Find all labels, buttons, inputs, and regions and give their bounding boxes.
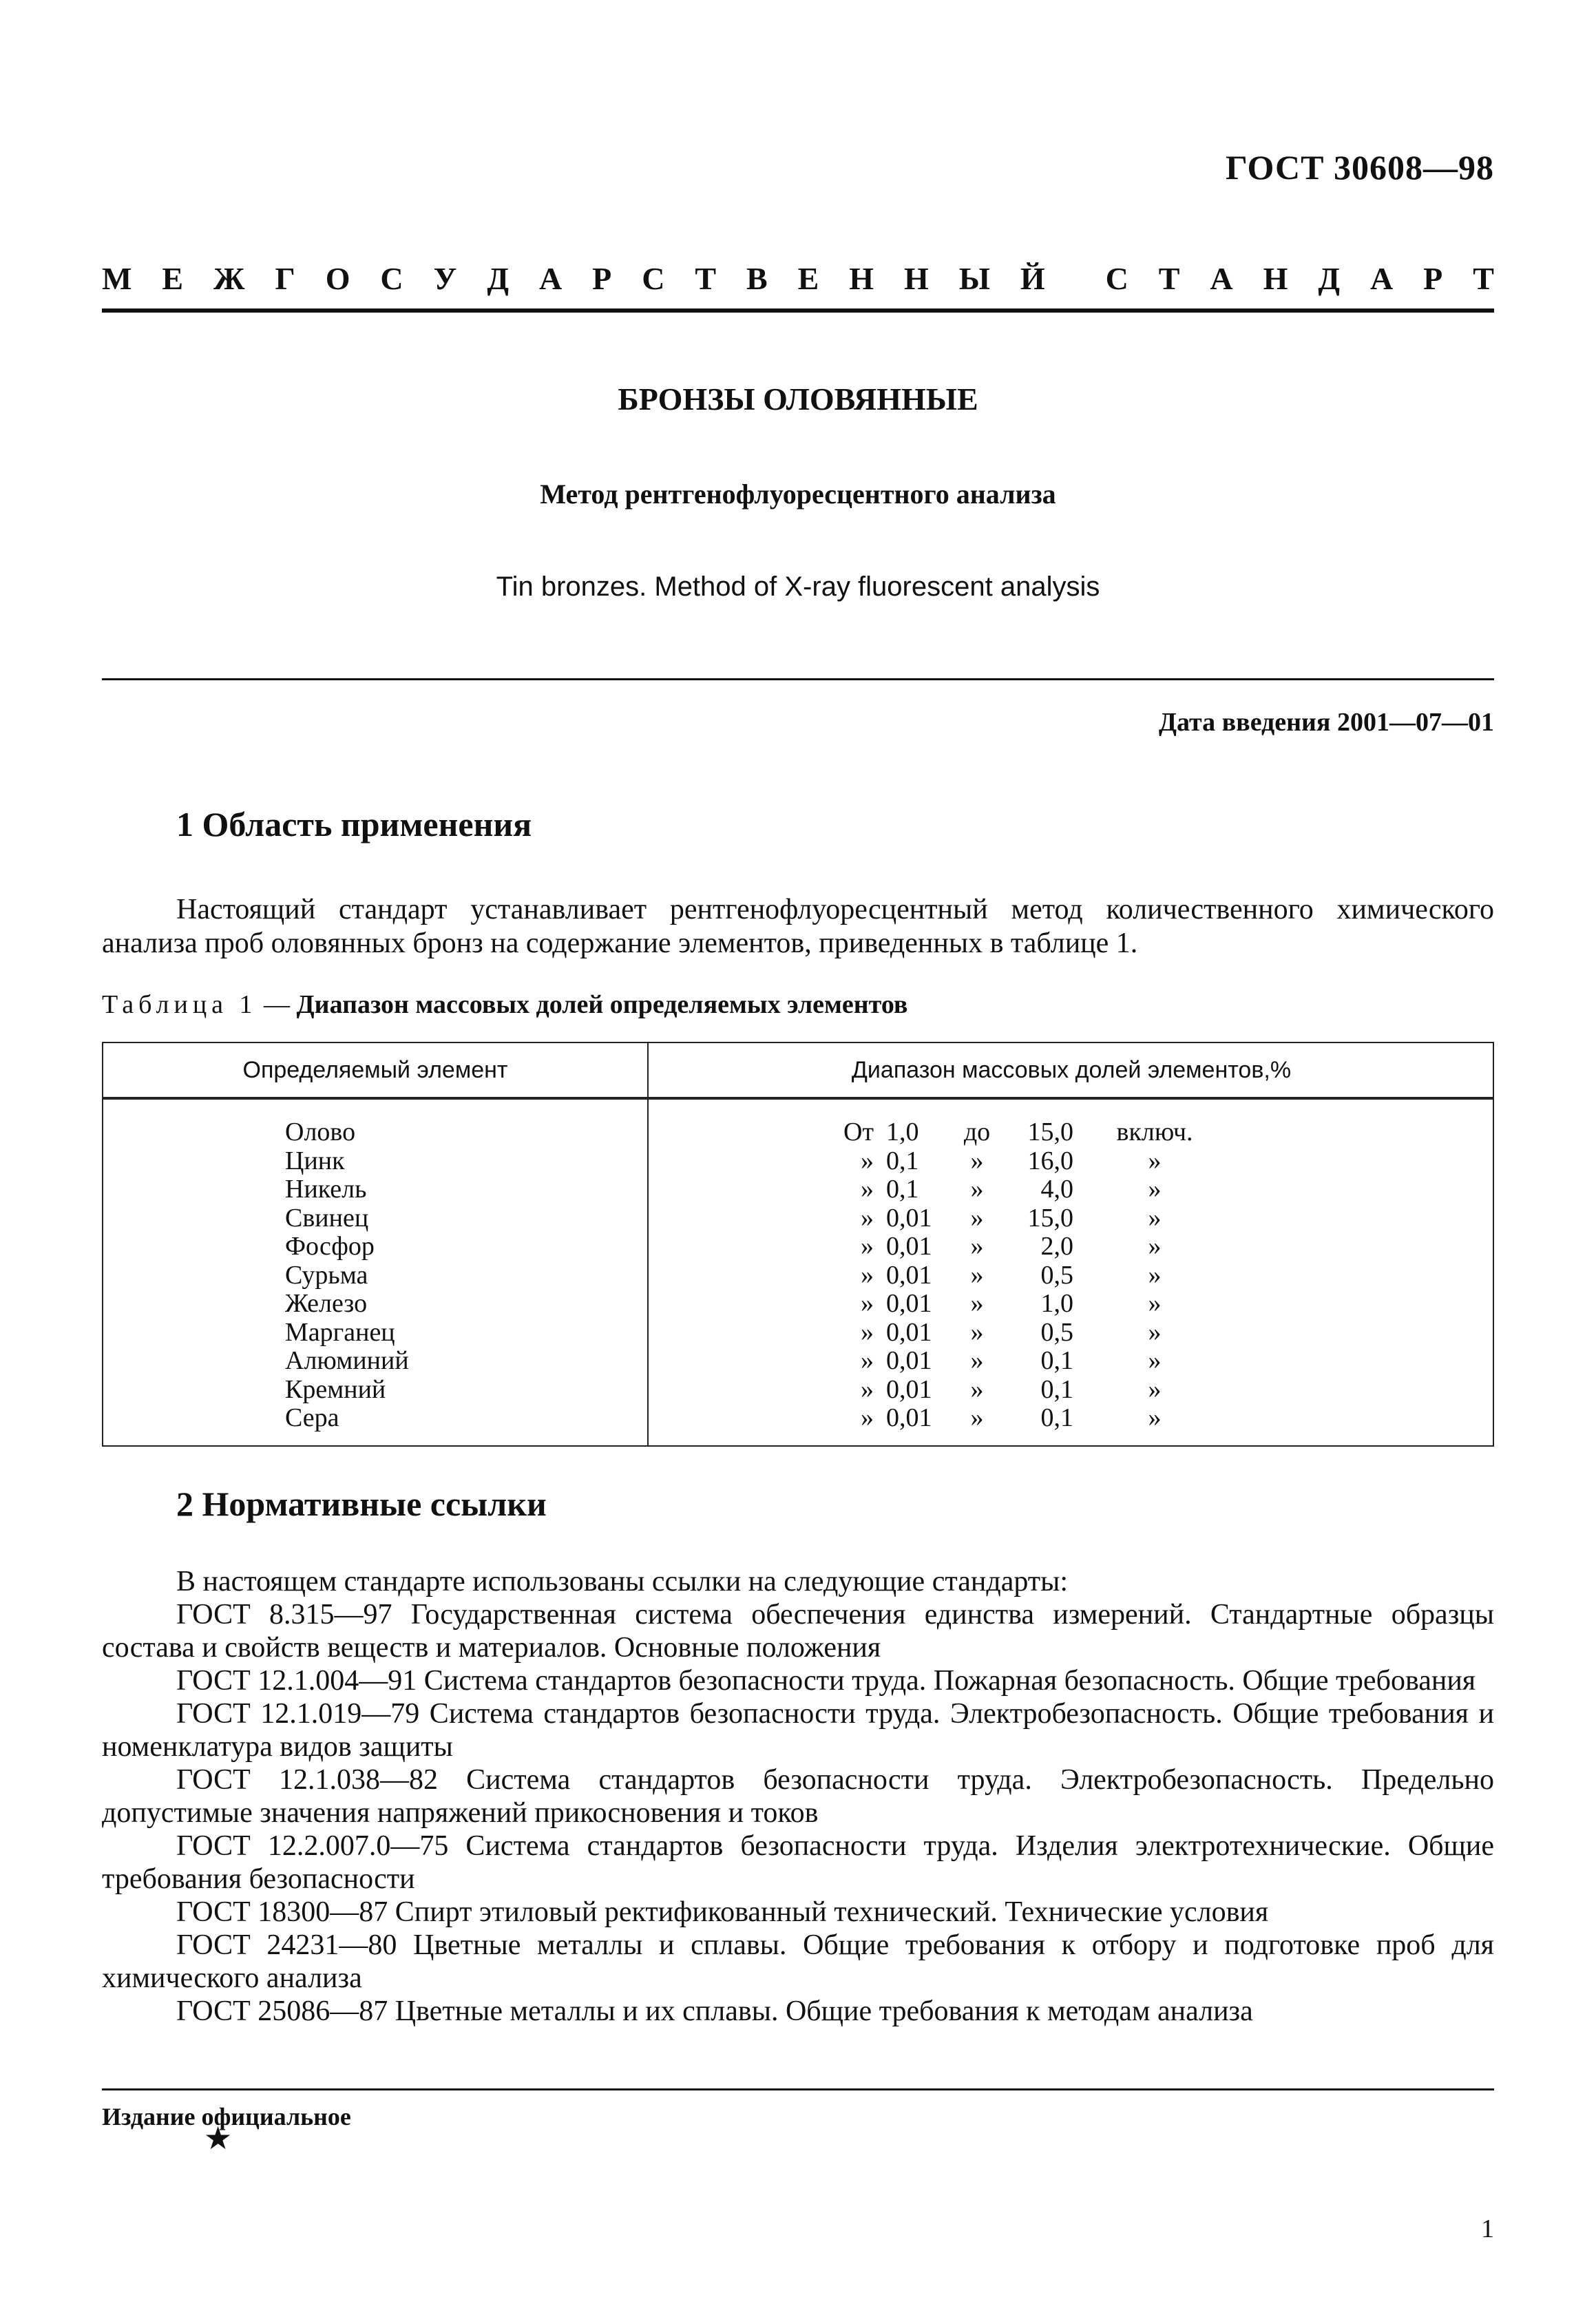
reference-item: ГОСТ 12.1.038—82 Система стандартов безопасности труда. Электробезопасность. Предельно допустимые значения напряжений прикосновения и токов (102, 1764, 1494, 1829)
table-cell-max: 1,0 (1040, 1289, 1073, 1318)
table-cell-incl: » (1148, 1317, 1162, 1347)
standard-type-letter: Н (849, 261, 874, 296)
table-caption-dash: — (257, 990, 297, 1019)
table-cell-to: » (970, 1232, 984, 1261)
standard-type-letter: Е (162, 261, 184, 296)
star-icon: ★ (204, 2121, 233, 2156)
table-cell-min: 0,01 (886, 1317, 932, 1347)
table-cell-max: 0,1 (1040, 1346, 1073, 1375)
standard-type-letter: С (1105, 261, 1128, 296)
table-cell-min: 0,01 (886, 1289, 932, 1318)
standard-type-heading (102, 260, 1494, 297)
reference-item: ГОСТ 25086—87 Цветные металлы и их сплавы. Общие требования к методам анализа (176, 1995, 1253, 2027)
standard-type-letter: Н (1263, 261, 1288, 296)
table-cell-incl: » (1148, 1260, 1162, 1290)
element-column (285, 1118, 409, 1433)
table-header-range: Диапазон массовых долей элементов,% (851, 1057, 1292, 1083)
table-cell-incl: » (1148, 1175, 1162, 1204)
table-cell-from: » (861, 1146, 874, 1175)
table-cell-to: » (970, 1403, 984, 1432)
document-title: БРОНЗЫ ОЛОВЯННЫЕ (618, 381, 978, 417)
references-intro: В настоящем стандарте использованы ссылки на следующие стандарты: (176, 1566, 1069, 1597)
reference-item: ГОСТ 18300—87 Спирт этиловый ректификованный технический. Технические условия (176, 1896, 1269, 1928)
standard-type-letter: Ы (958, 261, 990, 296)
table-cell-min: 0,01 (886, 1374, 932, 1404)
table-cell-max: 15,0 (1027, 1118, 1073, 1146)
table-cell-element: Свинец (285, 1203, 369, 1233)
edition-label: Издание официальное (102, 2103, 351, 2130)
table-cell-element: Олово (285, 1118, 356, 1146)
table-cell-to: » (970, 1203, 984, 1233)
table-cell-min: 0,01 (886, 1260, 932, 1290)
table-cell-incl: » (1148, 1203, 1162, 1233)
standard-type-letter: Н (904, 261, 929, 296)
table-cell-element: Железо (285, 1289, 368, 1318)
table-cell-element: Цинк (285, 1146, 345, 1175)
table-cell-to: » (970, 1260, 984, 1290)
standard-type-letter: Р (592, 261, 612, 296)
table-cell-element: Никель (285, 1175, 367, 1204)
table-cell-incl: » (1148, 1403, 1162, 1432)
standard-type-letter: С (380, 261, 403, 296)
document-title-english: Tin bronzes. Method of X-ray fluorescent analysis (496, 572, 1100, 602)
table-cell-from: » (861, 1403, 874, 1432)
standard-type-letter: О (325, 261, 350, 296)
standard-type-letter: С (642, 261, 665, 296)
table-cell-element: Сера (285, 1403, 339, 1432)
document-page (102, 0, 1494, 2306)
reference-item: ГОСТ 12.1.004—91 Система стандартов безопасности труда. Пожарная безопасность. Общие требования (176, 1665, 1476, 1697)
table-cell-from: » (861, 1317, 874, 1347)
reference-item: ГОСТ 12.2.007.0—75 Система стандартов безопасности труда. Изделия электротехнические. Общие требования безопасности (102, 1830, 1494, 1895)
reference-item: ГОСТ 8.315—97 Государственная система обеспечения единства измерений. Стандартные образцы состава и свойств веществ и материалов. Основные положения (102, 1599, 1494, 1664)
table-cell-to: » (970, 1289, 984, 1318)
table-cell-min: 0,1 (886, 1175, 919, 1204)
table-cell-max: 2,0 (1040, 1232, 1073, 1261)
standard-type-letter: Т (695, 261, 717, 296)
table-cell-element: Марганец (285, 1317, 395, 1347)
table-cell-min: 0,01 (886, 1232, 932, 1261)
standard-type-letter: Ж (213, 261, 245, 296)
table-cell-to: » (970, 1374, 984, 1404)
table-cell-to: » (970, 1175, 984, 1204)
table-cell-max: 15,0 (1027, 1203, 1073, 1233)
standard-type-letter: Й (1020, 261, 1045, 296)
table-cell-incl: » (1148, 1232, 1162, 1261)
table-cell-incl: » (1148, 1346, 1162, 1375)
table-cell-from: » (861, 1175, 874, 1204)
table-cell-max: 0,5 (1040, 1260, 1073, 1290)
table-cell-min: 0,01 (886, 1346, 932, 1375)
table-cell-max: 0,5 (1040, 1317, 1073, 1347)
table-cell-min: 0,1 (886, 1146, 919, 1175)
section-heading-references: 2 Нормативные ссылки (176, 1485, 547, 1523)
table-caption-label: Таблица 1 (102, 990, 258, 1019)
standard-type-letter: Р (1423, 261, 1443, 296)
standard-type-letter: Д (487, 261, 509, 296)
reference-item: ГОСТ 12.1.019—79 Система стандартов безопасности труда. Электробезопасность. Общие требования и номенклатура видов защиты (102, 1698, 1494, 1763)
table-cell-incl: » (1148, 1146, 1162, 1175)
table-cell-from: » (861, 1374, 874, 1404)
table-cell-max: 4,0 (1040, 1175, 1073, 1204)
table-cell-min: 0,01 (886, 1403, 932, 1432)
table-cell-from: » (861, 1232, 874, 1261)
header-rule (102, 308, 1494, 313)
table-cell-to: » (970, 1317, 984, 1347)
elements-table (102, 1042, 1494, 1447)
scope-paragraph (102, 893, 1494, 961)
standard-type-letter: Т (1473, 261, 1494, 296)
table-cell-max: 0,1 (1040, 1403, 1073, 1432)
table-column-divider (647, 1043, 649, 1445)
table-cell-to: » (970, 1346, 984, 1375)
page-number: 1 (1481, 2214, 1494, 2243)
footer-rule (102, 2088, 1494, 2090)
standard-type-letter: В (746, 261, 768, 296)
table-cell-to: » (970, 1146, 984, 1175)
table-cell-element: Кремний (285, 1374, 386, 1404)
table-cell-incl: » (1148, 1374, 1162, 1404)
table-cell-min: 0,01 (886, 1203, 932, 1233)
standard-type-letter: Т (1158, 261, 1180, 296)
standard-type-letter: А (538, 261, 563, 296)
title-rule (102, 678, 1494, 680)
table-cell-element: Фосфор (285, 1232, 375, 1261)
standard-type-letter: М (102, 261, 132, 296)
standard-type-letter: Е (797, 261, 819, 296)
standard-type-letter: У (433, 261, 457, 296)
table-cell-incl: включ. (1116, 1118, 1193, 1146)
table-cell-from: » (861, 1203, 874, 1233)
table-cell-from: От (843, 1118, 874, 1146)
table-cell-from: » (861, 1289, 874, 1318)
section-heading-scope: 1 Область применения (176, 805, 532, 843)
standard-type-letter: А (1369, 261, 1394, 296)
introduction-date: Дата введения 2001—07—01 (1158, 708, 1494, 737)
table-cell-incl: » (1148, 1289, 1162, 1318)
table-cell-to: до (963, 1118, 991, 1146)
document-subtitle: Метод рентгенофлуоресцентного анализа (540, 479, 1056, 510)
table-header-divider (103, 1097, 1493, 1100)
table-cell-from: » (861, 1346, 874, 1375)
table-header-element: Определяемый элемент (242, 1057, 508, 1083)
table-cell-element: Алюминий (285, 1346, 409, 1375)
table-cell-min: 1,0 (886, 1118, 919, 1146)
table-caption (102, 989, 907, 1020)
scope-text: Настоящий стандарт устанавливает рентгенофлуоресцентный метод количественного химического анализа проб оловянных бронз на содержание элементов, приведенных в таблице 1. (102, 894, 1494, 959)
references-list (102, 1565, 1494, 2028)
reference-item: ГОСТ 24231—80 Цветные металлы и сплавы. Общие требования к отбору и подготовке проб для химического анализа (102, 1929, 1494, 1994)
gost-code: ГОСТ 30608—98 (1225, 148, 1494, 187)
standard-type-letter: А (1210, 261, 1233, 296)
table-cell-element: Сурьма (285, 1260, 368, 1290)
standard-type-letter: Д (1318, 261, 1340, 296)
table-cell-max: 16,0 (1027, 1146, 1073, 1175)
table-caption-title: Диапазон массовых долей определяемых элементов (296, 990, 908, 1019)
table-cell-max: 0,1 (1040, 1374, 1073, 1404)
table-cell-from: » (861, 1260, 874, 1290)
standard-type-letter: Г (275, 261, 295, 296)
